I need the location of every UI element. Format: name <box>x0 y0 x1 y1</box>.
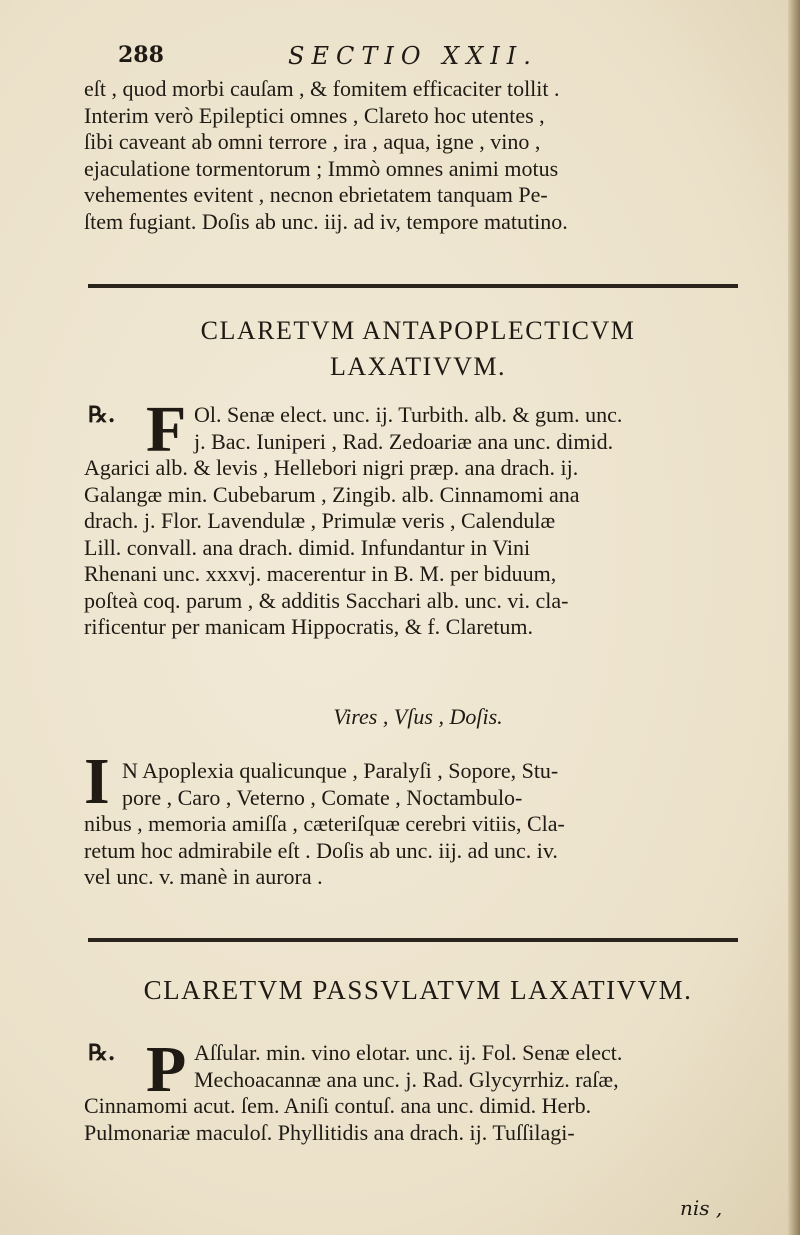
text-line: Lill. convall. ana drach. dimid. Infundantur in Vini <box>84 534 531 560</box>
text-line: ſibi caveant ab omni terrore , ira , aqua, igne , vino , <box>84 129 541 154</box>
text-line: Mechoacannæ ana unc. j. Rad. Glycyrrhiz. raſæ, <box>194 1066 619 1092</box>
text-line: Pulmonariæ maculoſ. Phyllitidis ana drach. ij. Tuſſilagi- <box>84 1119 575 1145</box>
section1-title-line1: CLARETVM ANTAPOPLECTICVM <box>200 316 636 345</box>
text-line: N Apoplexia qualicunque , Paralyſi , Sopore, Stu- <box>122 758 559 783</box>
text-line: vel unc. v. manè in aurora . <box>84 864 323 889</box>
divider-rule <box>88 938 738 942</box>
text-line: eſt , quod morbi cauſam , & fomitem efficaciter tollit . <box>84 76 560 101</box>
drop-cap: P <box>146 1033 187 1106</box>
text-line: pore , Caro , Veterno , Comate , Noctambulo- <box>122 784 523 810</box>
catchword: nis , <box>680 1196 723 1220</box>
text-line: Ol. Senæ elect. unc. ij. Turbith. alb. & gum. unc. <box>194 402 623 427</box>
section1-title <box>84 313 752 385</box>
divider-rule <box>88 284 738 288</box>
page-edge-shadow <box>788 0 800 1235</box>
text-line: ejaculatione tormentorum ; Immò omnes animi motus <box>84 155 559 181</box>
text-line: Aſſular. min. vino elotar. unc. ij. Fol. Senæ elect. <box>194 1040 623 1065</box>
drop-cap: F <box>146 393 187 466</box>
running-head <box>118 42 738 76</box>
page-number: 288 <box>118 42 164 68</box>
text-line: ſtem fugiant. Doſis ab unc. iij. ad iv, tempore matutino. <box>84 208 568 234</box>
recipe-symbol: ℞. <box>88 402 116 428</box>
drop-cap: I <box>84 745 110 818</box>
text-line: Cinnamomi acut. ſem. Aniſi contuſ. ana unc. dimid. Herb. <box>84 1093 592 1118</box>
text-line: nibus , memoria amiſſa , cæteriſquæ cerebri vitiis, Cla- <box>84 811 565 836</box>
section1-title-line2: LAXATIVVM. <box>329 352 507 381</box>
text-line: rificentur per manicam Hippocratis, & f. Claretum. <box>84 614 534 639</box>
text-line: poſteà coq. parum , & additis Sacchari alb. unc. vi. cla- <box>84 587 569 613</box>
text-line: Rhenani unc. xxxvj. macerentur in B. M. per biduum, <box>84 561 557 586</box>
text-line: Agarici alb. & levis , Hellebori nigri præp. ana drach. ij. <box>84 455 579 480</box>
text-line: Interim verò Epileptici omnes , Clareto hoc utentes , <box>84 102 545 128</box>
text-line: Galangæ min. Cubebarum , Zingib. alb. Cinnamomi ana <box>84 481 580 507</box>
intro-paragraph <box>84 76 752 235</box>
text-line: vehementes evitent , necnon ebrietatem tanquam Pe- <box>84 182 548 207</box>
section1-recipe <box>84 393 752 641</box>
text-line: j. Bac. Iuniperi , Rad. Zedoariæ ana unc. dimid. <box>194 428 614 454</box>
section1-subheading: Vires , Vſus , Doſis. <box>333 704 503 729</box>
recipe-symbol: ℞. <box>88 1040 116 1066</box>
section2-recipe <box>84 1033 752 1146</box>
section2-title: CLARETVM PASSVLATVM LAXATIVVM. <box>143 975 693 1005</box>
section-title: SECTIO XXII. <box>288 42 538 70</box>
text-line: retum hoc admirabile eſt . Doſis ab unc. iij. ad unc. iv. <box>84 837 558 863</box>
section1-uses <box>84 758 752 891</box>
text-line: drach. j. Flor. Lavendulæ , Primulæ veris , Calendulæ <box>84 508 556 533</box>
